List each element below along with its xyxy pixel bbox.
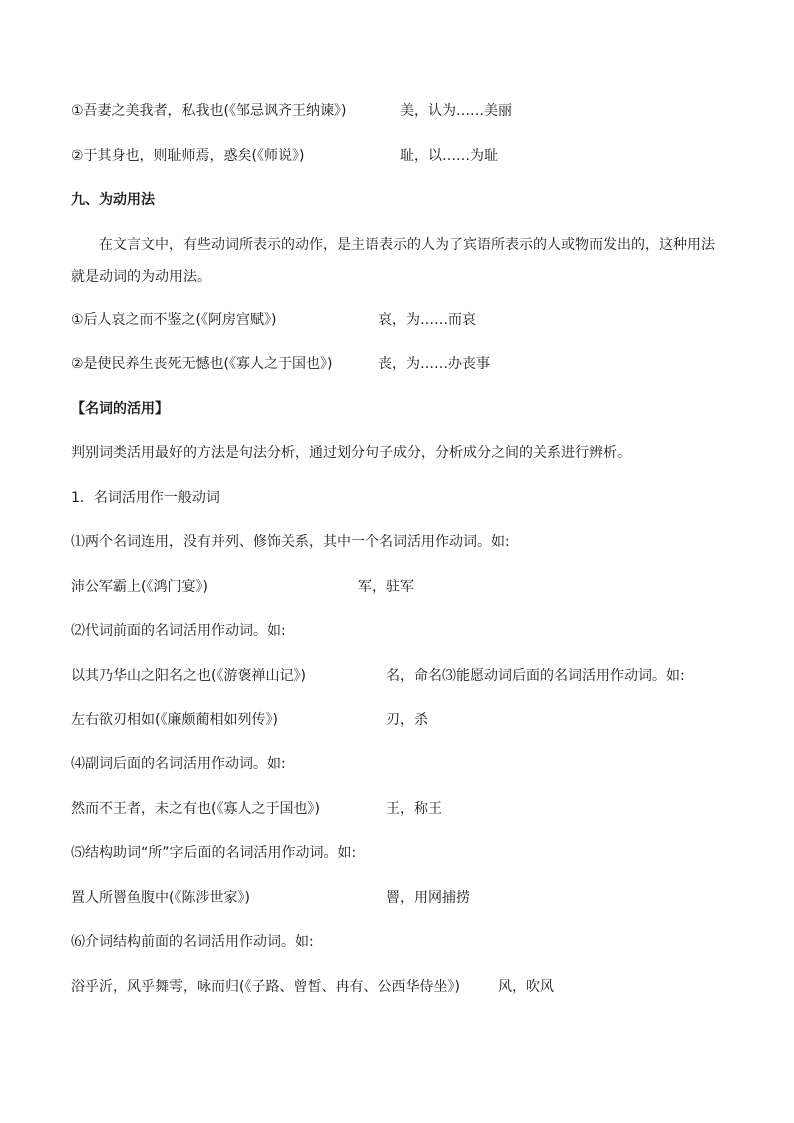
- section-heading: 九、为动用法: [71, 192, 155, 208]
- rule-item: ⑸结构助词“所”字后面的名词活用作动词。如:: [71, 845, 357, 861]
- example-sentence: 以其乃华山之阳名之也(《游褒禅山记》): [71, 668, 306, 684]
- paragraph-line: 就是动词的为动用法。: [71, 269, 211, 285]
- example-sentence: 然而不王者，未之有也(《寡人之于国也》): [71, 801, 320, 817]
- rule-item: ⑴两个名词连用，没有并列、修饰关系，其中一个名词活用作动词。如:: [71, 534, 510, 550]
- paragraph-line: 在文言文中，有些动词所表示的动作，是主语表示的人为了宾语所表示的人或物而发出的，这种用法: [99, 237, 715, 253]
- example-gloss: 王，称王: [386, 801, 442, 817]
- rule-item: ⑵代词前面的名词活用作动词。如:: [71, 623, 286, 639]
- rule-item: ⑷副词后面的名词活用作动词。如:: [71, 756, 286, 772]
- example-gloss: 军，驻军: [358, 579, 414, 595]
- example-gloss: 美，认为……美丽: [400, 103, 512, 119]
- example-sentence: 置人所罾鱼腹中(《陈涉世家》): [71, 890, 250, 906]
- example-gloss: 风，吹风: [498, 979, 554, 995]
- example-sentence: ①吾妻之美我者，私我也(《邹忌讽齐王纳谏》): [71, 103, 347, 119]
- example-gloss: 耻，以……为耻: [400, 148, 498, 164]
- subsection-heading: 1．名词活用作一般动词: [71, 490, 220, 506]
- example-gloss: 丧，为……办丧事: [378, 356, 490, 372]
- example-gloss: 刃，杀: [386, 712, 428, 728]
- example-gloss: 哀，为……而哀: [378, 312, 476, 328]
- example-sentence: 浴乎沂，风乎舞雩，咏而归(《子路、曾皙、冉有、公西华侍坐》): [71, 979, 460, 995]
- example-gloss: 罾，用网捕捞: [386, 890, 470, 906]
- section-heading: 【名词的活用】: [71, 401, 169, 417]
- example-sentence: ①后人哀之而不鉴之(《阿房宫赋》): [71, 312, 277, 328]
- rule-item: ⑹介词结构前面的名词活用作动词。如:: [71, 934, 314, 950]
- paragraph-line: 判别词类活用最好的方法是句法分析，通过划分句子成分，分析成分之间的关系进行辨析。: [71, 445, 631, 461]
- example-sentence: 左右欲刃相如(《廉颇蔺相如列传》): [71, 712, 278, 728]
- example-sentence: ②是使民养生丧死无憾也(《寡人之于国也》): [71, 356, 333, 372]
- example-gloss: 名，命名⑶能愿动词后面的名词活用作动词。如:: [386, 668, 685, 684]
- example-sentence: ②于其身也，则耻师焉，惑矣(《师说》): [71, 148, 305, 164]
- example-sentence: 沛公军霸上(《鸿门宴》): [71, 579, 208, 595]
